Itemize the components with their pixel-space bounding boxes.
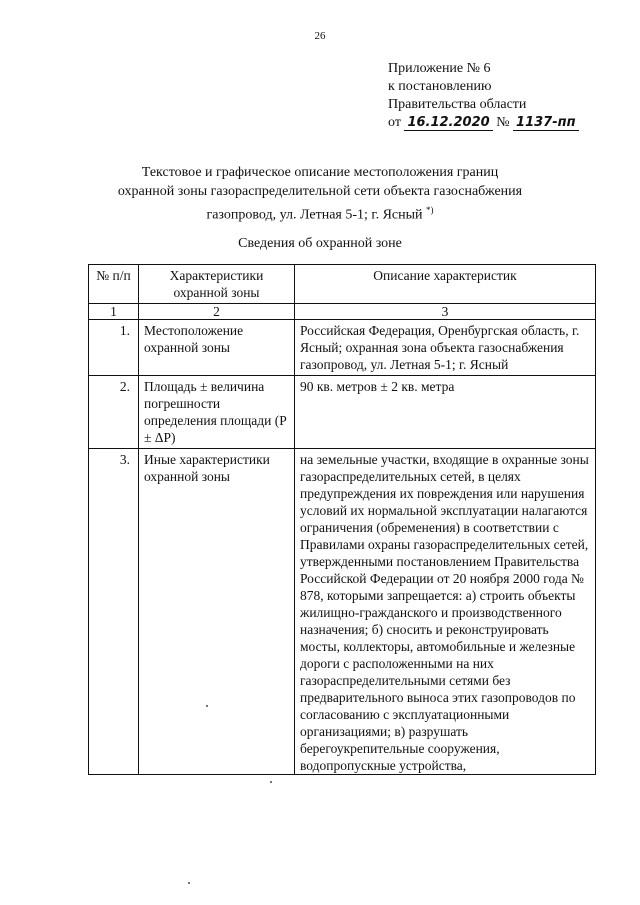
title-line-2: охранной зоны газораспределительной сети объекта газоснабжения xyxy=(117,184,523,199)
index-cell-3: 3 xyxy=(295,304,596,320)
annex-line-2: к постановлению xyxy=(388,79,492,94)
annex-line-3: Правительства области xyxy=(388,97,527,112)
annex-title: Приложение № 6 xyxy=(388,61,491,76)
header-description: Описание характеристик xyxy=(295,265,596,304)
row-description: Российская Федерация, Оренбургская область, г. Ясный; охранная зона объекта газоснабжения газопровод, ул. Летная 5-1; г. Ясный xyxy=(295,320,596,376)
annex-num-sign: № xyxy=(496,115,510,130)
document-title xyxy=(80,163,560,225)
annex-date-line xyxy=(388,114,579,132)
row-number: 3. xyxy=(89,449,139,775)
table-row xyxy=(89,376,596,449)
table-header-row xyxy=(89,265,596,304)
header-number: № п/п xyxy=(89,265,139,304)
table-index-row xyxy=(89,304,596,320)
row-description: 90 кв. метров ± 2 кв. метра xyxy=(295,376,596,449)
row-characteristic: Площадь ± величина погрешности определения площади (P ± ΔP) xyxy=(139,376,295,449)
row-characteristic: Иные характеристики охранной зоны xyxy=(139,449,295,775)
protection-zone-table xyxy=(88,264,596,775)
scan-speck xyxy=(188,882,190,884)
scan-speck xyxy=(206,705,208,707)
title-line-3-text: газопровод, ул. Летная 5-1; г. Ясный xyxy=(206,207,423,223)
row-number: 2. xyxy=(89,376,139,449)
annex-block xyxy=(388,60,579,132)
header-characteristic: Характеристики охранной зоны xyxy=(139,265,295,304)
index-cell-1: 1 xyxy=(89,304,139,320)
annex-number: 1137-пп xyxy=(513,115,579,131)
table-row xyxy=(89,449,596,775)
scan-speck xyxy=(270,781,272,783)
row-number: 1. xyxy=(89,320,139,376)
page-number: 26 xyxy=(314,30,326,42)
title-line-1: Текстовое и графическое описание местоположения границ xyxy=(141,165,499,180)
annex-date: 16.12.2020 xyxy=(404,115,492,131)
title-footnote-mark: *) xyxy=(426,205,434,215)
index-cell-2: 2 xyxy=(139,304,295,320)
table-row xyxy=(89,320,596,376)
row-description: на земельные участки, входящие в охранные зоны газораспределительных сетей, в целях предупреждения их повреждения или нарушения условий их нормальной эксплуатации налагаются ограничения (обременения) в соответствии с Правилами охраны газораспределительных сетей, утвержденными постановлением Правительства Российской Федерации от 20 ноября 2000 года № 878, которыми запрещается: а) строить объекты жилищно-гражданского и производственного назначения; б) сносить и реконструировать мосты, коллекторы, автомобильные и железные дороги с расположенными на них газораспределительными сетями без предварительного выноса этих газопроводов по согласованию с эксплуатационными организациями; в) разрушать берегоукрепительные сооружения, водопропускные устройства, xyxy=(295,449,596,775)
title-line-3 xyxy=(80,201,560,225)
row-characteristic: Местоположение охранной зоны xyxy=(139,320,295,376)
annex-ot: от xyxy=(388,115,401,130)
section-subtitle: Сведения об охранной зоне xyxy=(238,236,402,251)
